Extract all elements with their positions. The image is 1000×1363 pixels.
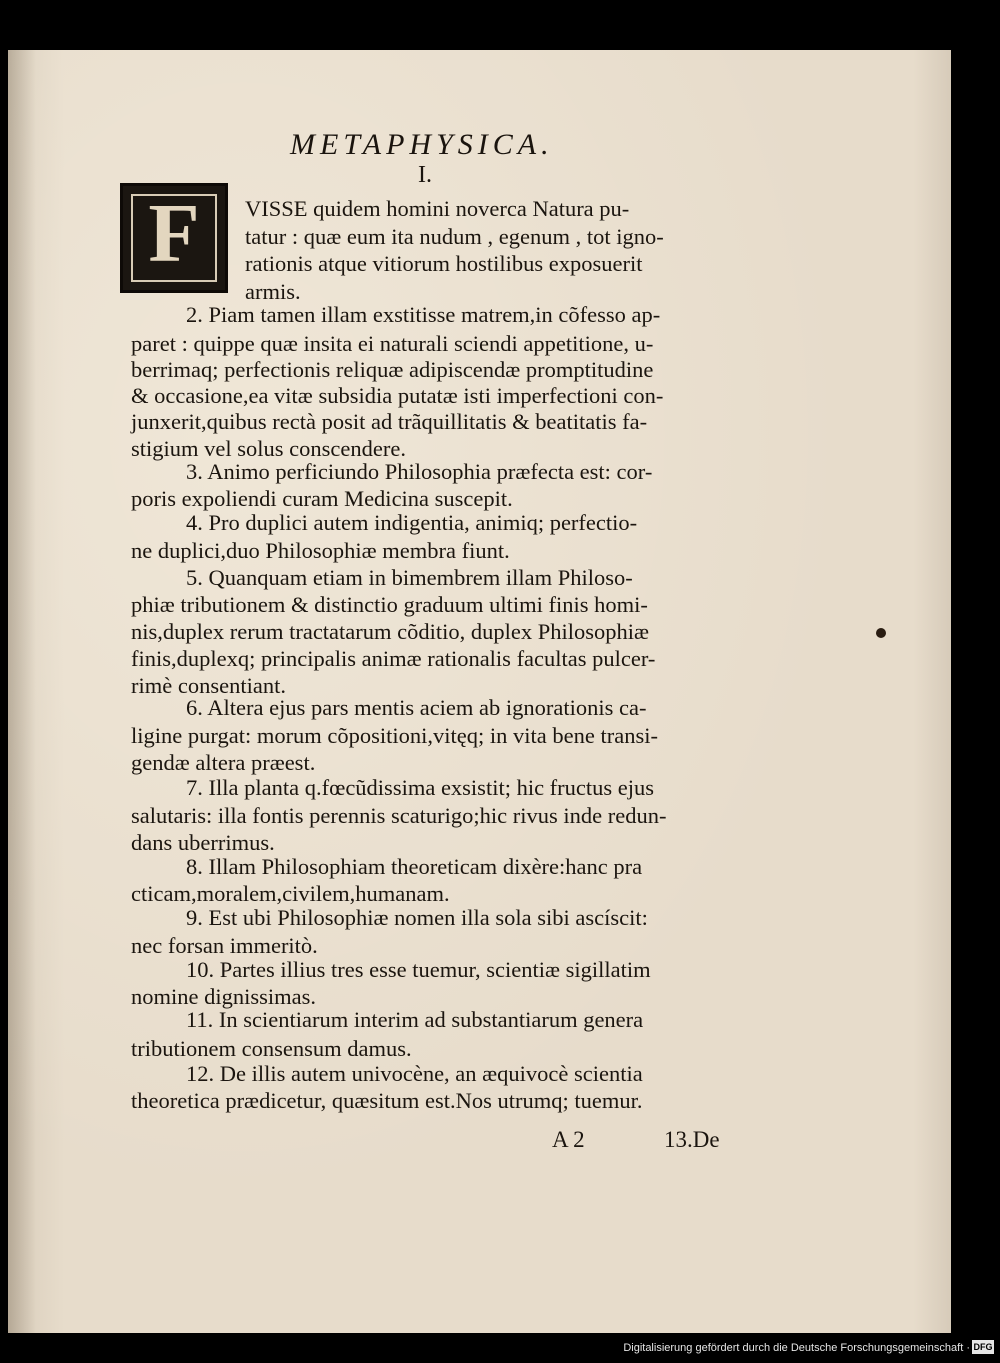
text-line: 8. Illam Philosophiam theoreticam dixère:hanc pra: [186, 854, 643, 879]
ink-spot: [876, 628, 886, 638]
text-line: 7. Illa planta q.fœcũdissima exsistit; hic fructus ejus: [186, 775, 655, 800]
text-line: paret : quippe quæ insita ei naturali sciendi appetitione, u-: [131, 331, 654, 356]
text-line: berrimaq; perfectionis reliquæ adipiscendæ promptitudine: [131, 357, 654, 382]
signature-mark: A 2: [552, 1127, 585, 1152]
text-line: 6. Altera ejus pars mentis aciem ab ignorationis ca-: [186, 695, 647, 720]
text-line: 3. Animo perficiundo Philosophia præfecta est: cor-: [186, 459, 653, 484]
text-line: 12. De illis autem univocène, an æquivocè scientia: [186, 1061, 643, 1086]
section-number: I.: [418, 162, 432, 188]
catchword: 13.De: [664, 1127, 720, 1152]
text-line: 11. In scientiarum interim ad substantiarum genera: [186, 1007, 644, 1032]
text-line: ligine purgat: morum cõpositioni,vitęq; in vita bene transi-: [131, 723, 658, 748]
text-line: 5. Quanquam etiam in bimembrem illam Philoso-: [186, 565, 633, 590]
text-line: 10. Partes illius tres esse tuemur, scientiæ sigillatim: [186, 957, 651, 982]
text-line: 2. Piam tamen illam exstitisse matrem,in cõfesso ap-: [186, 302, 661, 327]
text-line: junxerit,quibus rectà posit ad trãquillitatis & beatitatis fa-: [131, 409, 648, 434]
text-line: nomine dignissimas.: [131, 984, 316, 1009]
running-title: METAPHYSICA.: [290, 128, 554, 161]
text-line: VISSE quidem homini noverca Natura pu-: [245, 196, 630, 221]
text-line: nec forsan immeritò.: [131, 933, 318, 958]
text-line: nis,duplex rerum tractatarum cõditio, duplex Philosophiæ: [131, 619, 650, 644]
text-line: tatur : quæ eum ita nudum , egenum , tot igno-: [245, 224, 664, 249]
text-line: tributionem consensum damus.: [131, 1036, 412, 1061]
text-line: ne duplici,duo Philosophiæ membra fiunt.: [131, 538, 510, 563]
text-line: gendæ altera præest.: [131, 750, 316, 775]
dfg-logo: DFG: [973, 1342, 993, 1352]
text-line: 4. Pro duplici autem indigentia, animiq; perfectio-: [186, 510, 638, 535]
drop-cap-letter: F: [148, 187, 200, 280]
text-line: rimè consentiant.: [131, 673, 286, 698]
text-line: phiæ tributionem & distinctio graduum ultimi finis homi-: [131, 592, 648, 617]
text-line: 9. Est ubi Philosophiæ nomen illa sola sibi ascíscit:: [186, 905, 648, 930]
drop-cap-initial: [120, 183, 228, 293]
text-line: finis,duplexq; principalis animæ rationalis facultas pulcer-: [131, 646, 656, 671]
text-line: poris expoliendi curam Medicina suscepit.: [131, 486, 513, 511]
gutter-shadow: [8, 50, 36, 1333]
text-line: stigium vel solus conscendere.: [131, 436, 406, 461]
text-line: rationis atque vitiorum hostilibus exposuerit: [245, 251, 643, 276]
text-line: salutaris: illa fontis perennis scaturigo;hic rivus inde redun-: [131, 803, 667, 828]
text-line: armis.: [245, 279, 301, 304]
text-line: & occasione,ea vitæ subsidia putatæ isti imperfectioni con-: [131, 383, 664, 408]
text-line: theoretica prædicetur, quæsitum est.Nos utrumq; tuemur.: [131, 1088, 643, 1113]
digitization-credit: Digitalisierung gefördert durch die Deutsche Forschungsgemeinschaft ·: [623, 1342, 970, 1354]
text-line: dans uberrimus.: [131, 830, 275, 855]
text-line: cticam,moralem,civilem,humanam.: [131, 881, 450, 906]
